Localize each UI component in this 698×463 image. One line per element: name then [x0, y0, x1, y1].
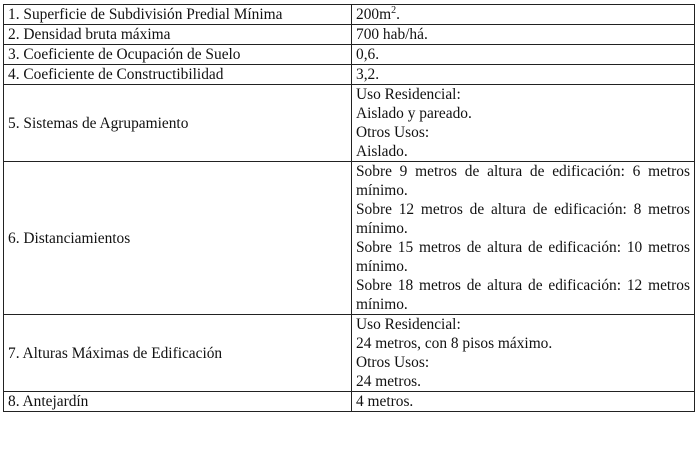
value-paragraph: Sobre 15 metros de altura de edificación: 10 metros mínimo.	[356, 239, 690, 275]
table-row	[4, 45, 695, 65]
value-line: Uso Residencial:	[356, 316, 461, 333]
row-value: 3,2.	[352, 65, 695, 85]
value-line: Otros Usos:	[356, 354, 430, 371]
value-tail: .	[396, 6, 400, 23]
row-label: 2. Densidad bruta máxima	[4, 25, 352, 45]
row-label: 7. Alturas Máximas de Edificación	[4, 315, 352, 392]
row-label: 1. Superficie de Subdivisión Predial Mínima	[4, 5, 352, 25]
table-row	[4, 162, 695, 315]
row-label: 8. Antejardín	[4, 392, 352, 412]
value-line: Aislado.	[356, 143, 408, 160]
value-line: Aislado y pareado.	[356, 105, 472, 122]
value-paragraph: Sobre 12 metros de altura de edificación: 8 metros mínimo.	[356, 201, 690, 237]
row-label: 5. Sistemas de Agrupamiento	[4, 85, 352, 162]
value-line: 24 metros, con 8 pisos máximo.	[356, 335, 553, 352]
table-row	[4, 85, 695, 162]
table-row	[4, 25, 695, 45]
value-paragraph: Sobre 18 metros de altura de edificación: 12 metros mínimo.	[356, 277, 690, 313]
zoning-rules-table	[3, 4, 695, 412]
row-value: 4 metros.	[352, 392, 695, 412]
row-value	[352, 85, 695, 162]
value-paragraph: Sobre 9 metros de altura de edificación: 6 metros mínimo.	[356, 163, 690, 199]
value-line: Otros Usos:	[356, 124, 430, 141]
row-value	[352, 315, 695, 392]
table-row	[4, 315, 695, 392]
value-main: 200m	[356, 6, 392, 23]
row-label: 3. Coeficiente de Ocupación de Suelo	[4, 45, 352, 65]
value-line: 24 metros.	[356, 373, 421, 390]
table-row	[4, 392, 695, 412]
row-value	[352, 162, 695, 315]
table-row	[4, 65, 695, 85]
value-superscript: 2	[391, 4, 397, 16]
row-label: 6. Distanciamientos	[4, 162, 352, 315]
value-line: Uso Residencial:	[356, 86, 461, 103]
row-value	[352, 5, 695, 25]
row-value: 0,6.	[352, 45, 695, 65]
row-label: 4. Coeficiente de Constructibilidad	[4, 65, 352, 85]
row-value: 700 hab/há.	[352, 25, 695, 45]
table-row	[4, 5, 695, 25]
